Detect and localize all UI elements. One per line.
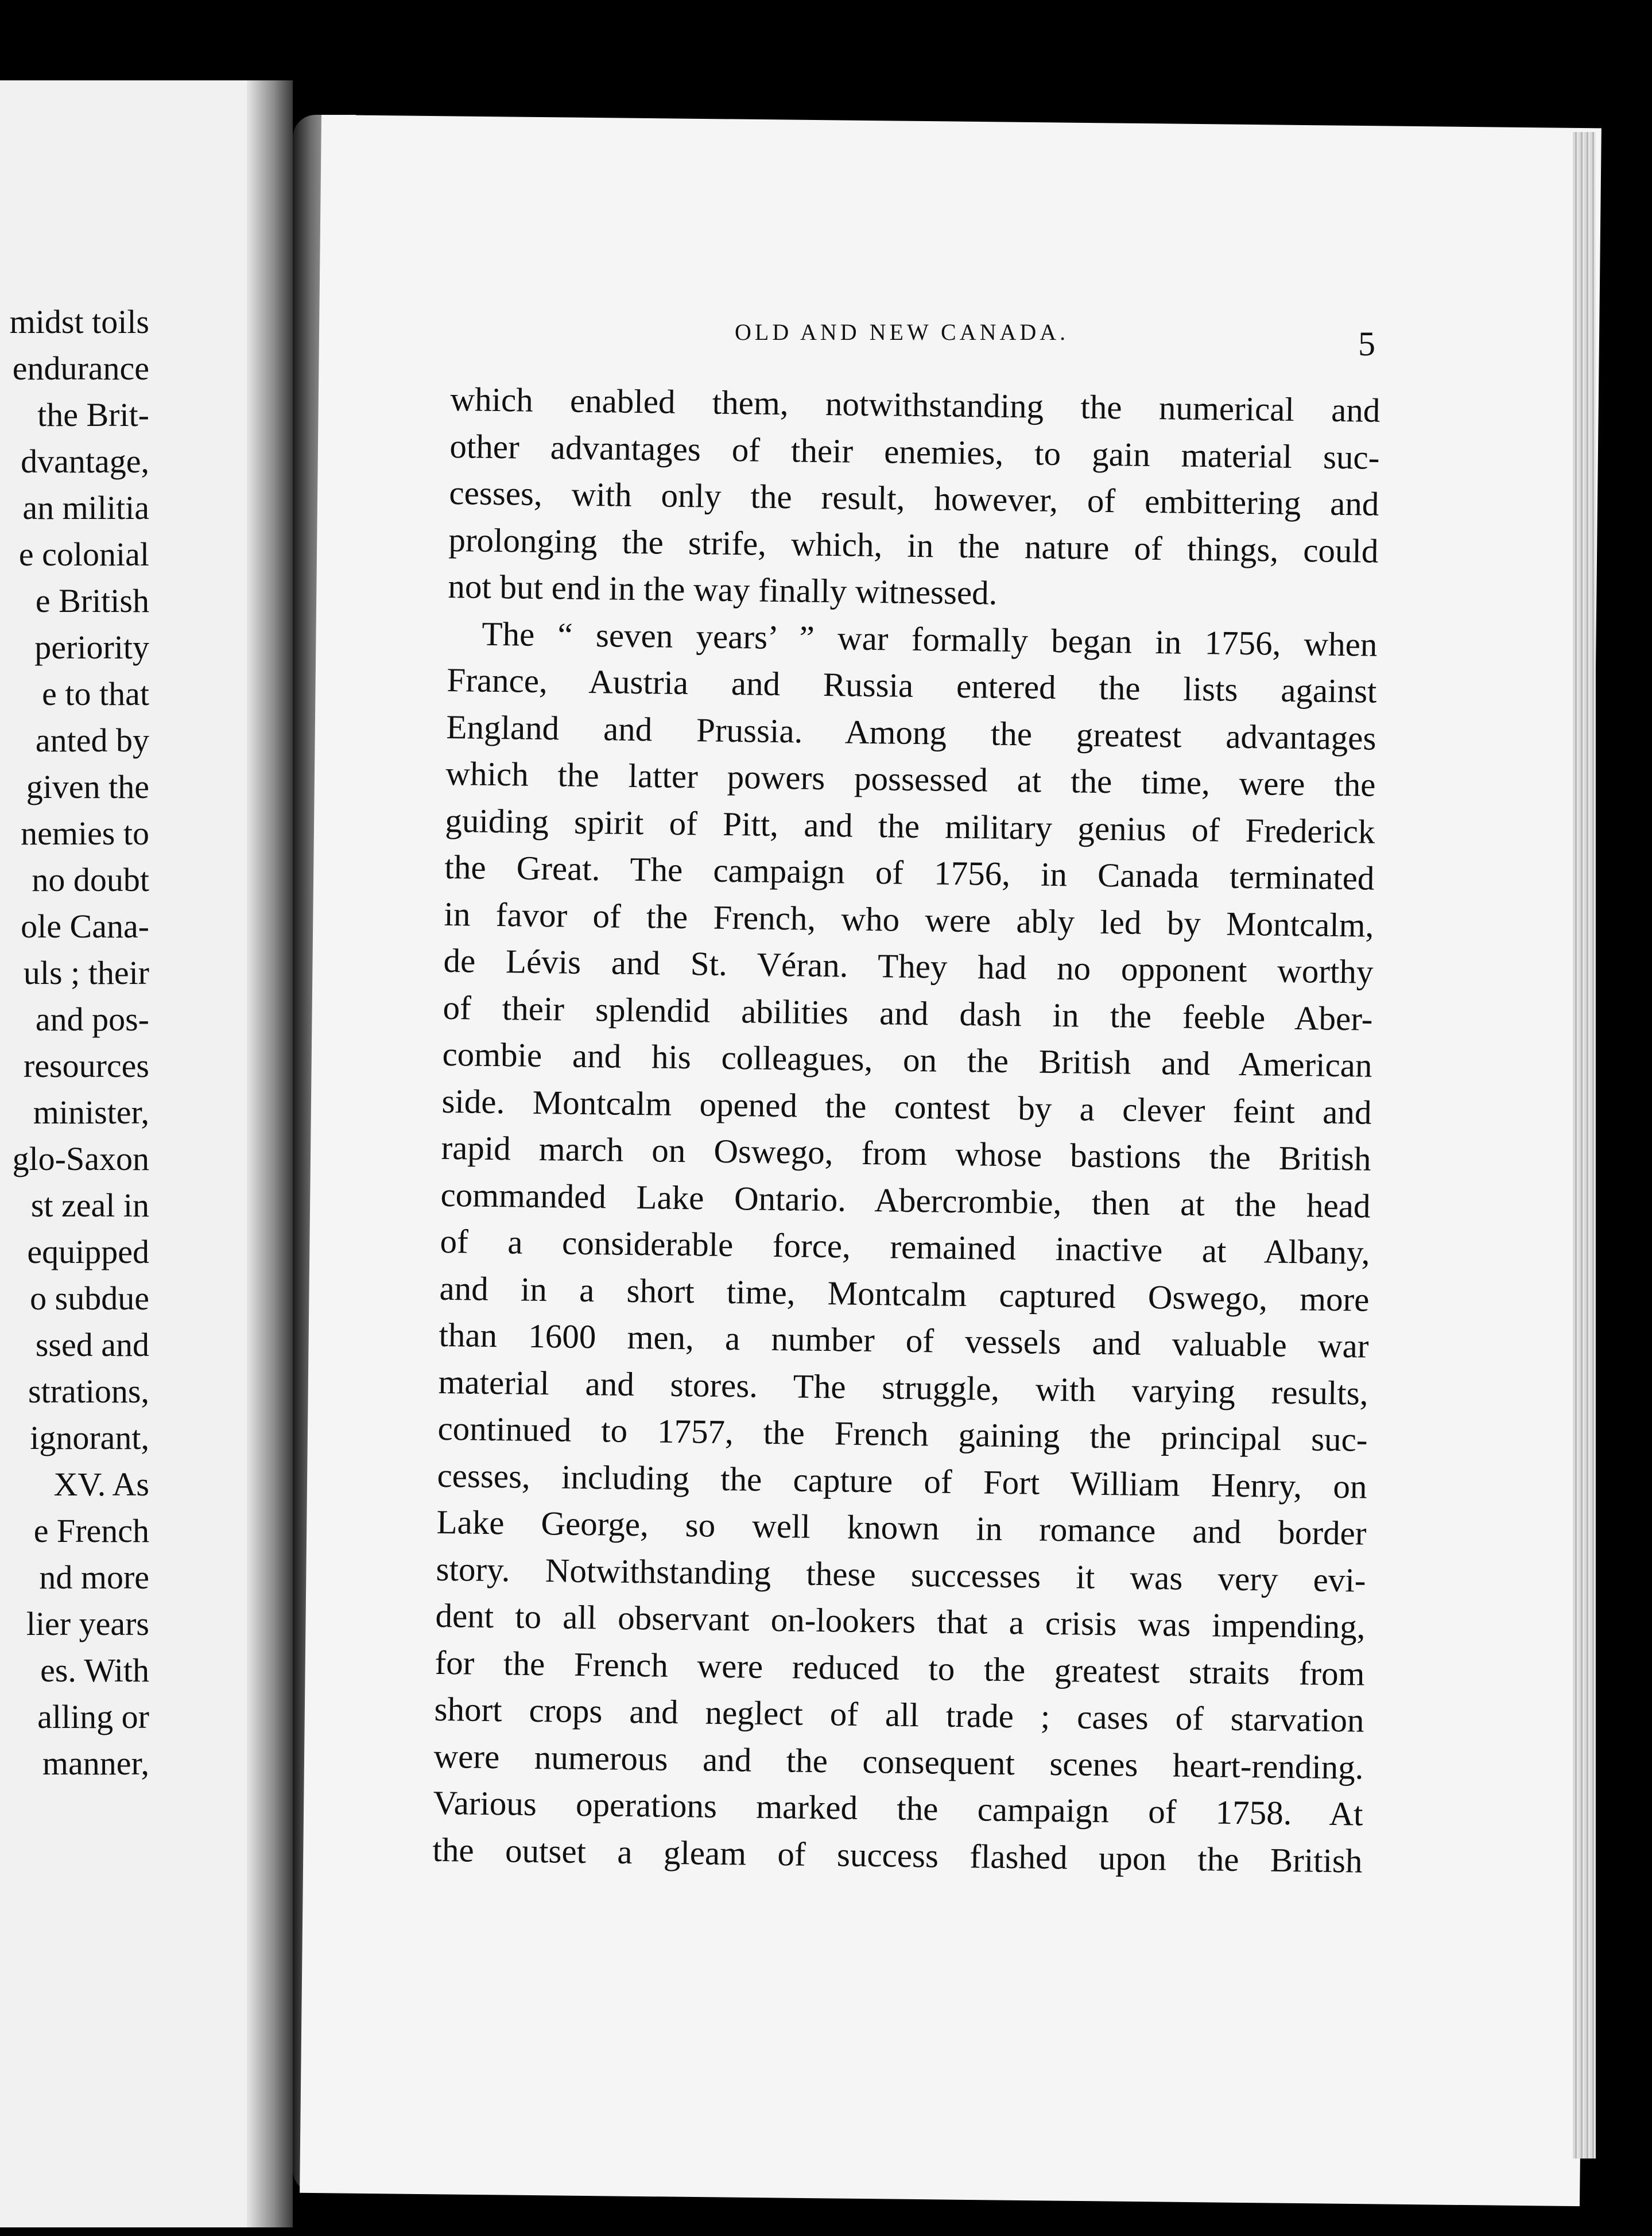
left-line: midst toils [9, 303, 149, 340]
left-line: given the [26, 768, 149, 805]
text-line: other advantages of their enemies, to gain material suc- [449, 427, 1380, 476]
left-line: anted by [35, 722, 149, 759]
page-number: 5 [1358, 325, 1375, 363]
left-line: XV. As [53, 1466, 149, 1503]
left-line: nd more [39, 1559, 149, 1596]
left-line: ole Cana- [21, 908, 149, 945]
left-line: e French [33, 1512, 149, 1549]
text-line: guiding spirit of Pitt, and the military genius of Frederick [445, 801, 1375, 851]
text-line: The “ seven years’ ” war formally began in 1756, when [482, 614, 1378, 664]
left-line: an militia [22, 489, 149, 526]
left-line: dvantage, [21, 443, 149, 480]
text-line: rapid march on Oswego, from whose bastions the British [441, 1128, 1371, 1178]
text-line: than 1600 men, a number of vessels and valuable war [439, 1315, 1369, 1365]
left-line: nemies to [21, 815, 149, 852]
left-page-gutter-shadow [247, 80, 293, 2227]
left-line: uls ; their [23, 954, 149, 991]
text-line: the Great. The campaign of 1756, in Canada terminated [444, 847, 1375, 897]
left-line: no doubt [32, 861, 149, 898]
text-line: were numerous and the consequent scenes heart-rending. [433, 1737, 1364, 1787]
text-line: which the latter powers possessed at the time, were the [445, 754, 1376, 804]
text-line: continued to 1757, the French gaining the principal suc- [437, 1409, 1368, 1459]
text-line: prolonging the strife, which, in the nature of things, could [448, 520, 1379, 570]
text-line: France, Austria and Russia entered the lists against [447, 660, 1377, 710]
text-line: Various operations marked the campaign of 1758. At [433, 1783, 1363, 1833]
text-line: combie and his colleagues, on the British and American [442, 1034, 1372, 1084]
text-line: in favor of the French, who were ably led by Montcalm, [444, 894, 1374, 944]
text-line: the outset a gleam of success flashed upon the British [432, 1830, 1363, 1880]
left-line: st zeal in [30, 1187, 149, 1224]
left-line: ignorant, [30, 1419, 149, 1456]
left-line: periority [34, 629, 149, 666]
left-line: minister, [33, 1094, 149, 1131]
text-line: England and Prussia. Among the greatest advantages [446, 707, 1376, 757]
text-line: material and stores. The struggle, with varying results, [438, 1362, 1368, 1412]
left-line: lier years [26, 1605, 149, 1642]
text-line: dent to all observant on-lookers that a crisis was impending, [435, 1596, 1366, 1646]
text-line: side. Montcalm opened the contest by a clever feint and [441, 1082, 1372, 1131]
text-line: cesses, with only the result, however, of embittering and [449, 473, 1379, 523]
left-line: glo-Saxon [12, 1140, 149, 1177]
page-edges [1573, 132, 1596, 2159]
text-line: not but end in the way finally witnessed. [448, 567, 998, 612]
left-line: e British [35, 582, 149, 619]
text-line: story. Notwithstanding these successes it was very evi- [436, 1549, 1366, 1599]
left-line: manner, [42, 1745, 149, 1782]
text-line: of a considerable force, remained inactive at Albany, [440, 1222, 1370, 1272]
left-line: o subdue [30, 1280, 149, 1317]
left-line: alling or [37, 1698, 149, 1735]
left-line: e colonial [18, 536, 149, 573]
left-line: es. With [40, 1652, 149, 1689]
text-line: and in a short time, Montcalm captured Oswego, more [439, 1269, 1370, 1319]
left-line: equipped [27, 1233, 149, 1270]
left-line: and pos- [35, 1001, 149, 1038]
text-line: which enabled them, notwithstanding the numerical and [450, 379, 1380, 429]
left-line: ssed and [35, 1326, 149, 1363]
text-line: de Lévis and St. Véran. They had no opponent worthy [443, 941, 1374, 991]
left-line: the Brit- [37, 396, 149, 433]
left-page-text [0, 299, 149, 1787]
body-text [432, 376, 1380, 1885]
text-line: for the French were reduced to the greatest straits from [435, 1643, 1365, 1693]
running-head: OLD AND NEW CANADA. [735, 319, 1069, 345]
left-line: resources [23, 1047, 149, 1084]
text-line: of their splendid abilities and dash in the feeble Aber- [443, 988, 1373, 1038]
text-line: commanded Lake Ontario. Abercrombie, then at the head [440, 1175, 1371, 1225]
text-line: Lake George, so well known in romance and border [436, 1502, 1367, 1552]
left-line: e to that [42, 675, 149, 712]
left-line: endurance [12, 350, 149, 387]
text-line: short crops and neglect of all trade ; cases of starvation [434, 1689, 1364, 1739]
text-line: cesses, including the capture of Fort William Henry, on [437, 1456, 1367, 1506]
left-line: strations, [28, 1373, 149, 1410]
